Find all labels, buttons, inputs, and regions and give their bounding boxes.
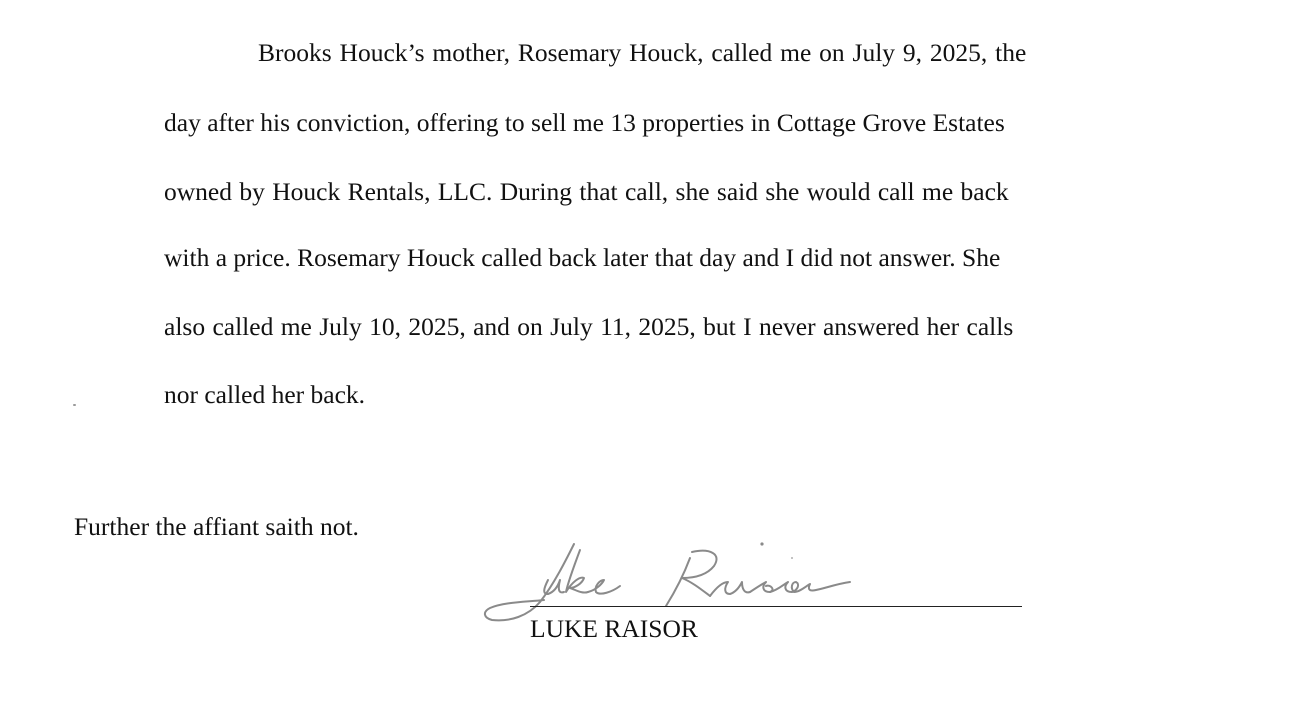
- closing-statement: Further the affiant saith not.: [74, 512, 359, 541]
- paragraph-line: also called me July 10, 2025, and on July 11, 2025, but I never answered her calls: [164, 312, 1014, 341]
- scan-speck: [73, 404, 76, 406]
- signer-printed-name: LUKE RAISOR: [530, 614, 698, 643]
- paragraph-line: Brooks Houck’s mother, Rosemary Houck, called me on July 9, 2025, the: [258, 38, 1027, 67]
- paragraph-line: owned by Houck Rentals, LLC. During that call, she said she would call me back: [164, 177, 1009, 206]
- signature-line: [530, 606, 1022, 607]
- paragraph-line: with a price. Rosemary Houck called back later that day and I did not answer. She: [164, 243, 1001, 272]
- paragraph-line: nor called her back.: [164, 380, 366, 409]
- paragraph-line: day after his conviction, offering to sell me 13 properties in Cottage Grove Estates: [164, 108, 1005, 137]
